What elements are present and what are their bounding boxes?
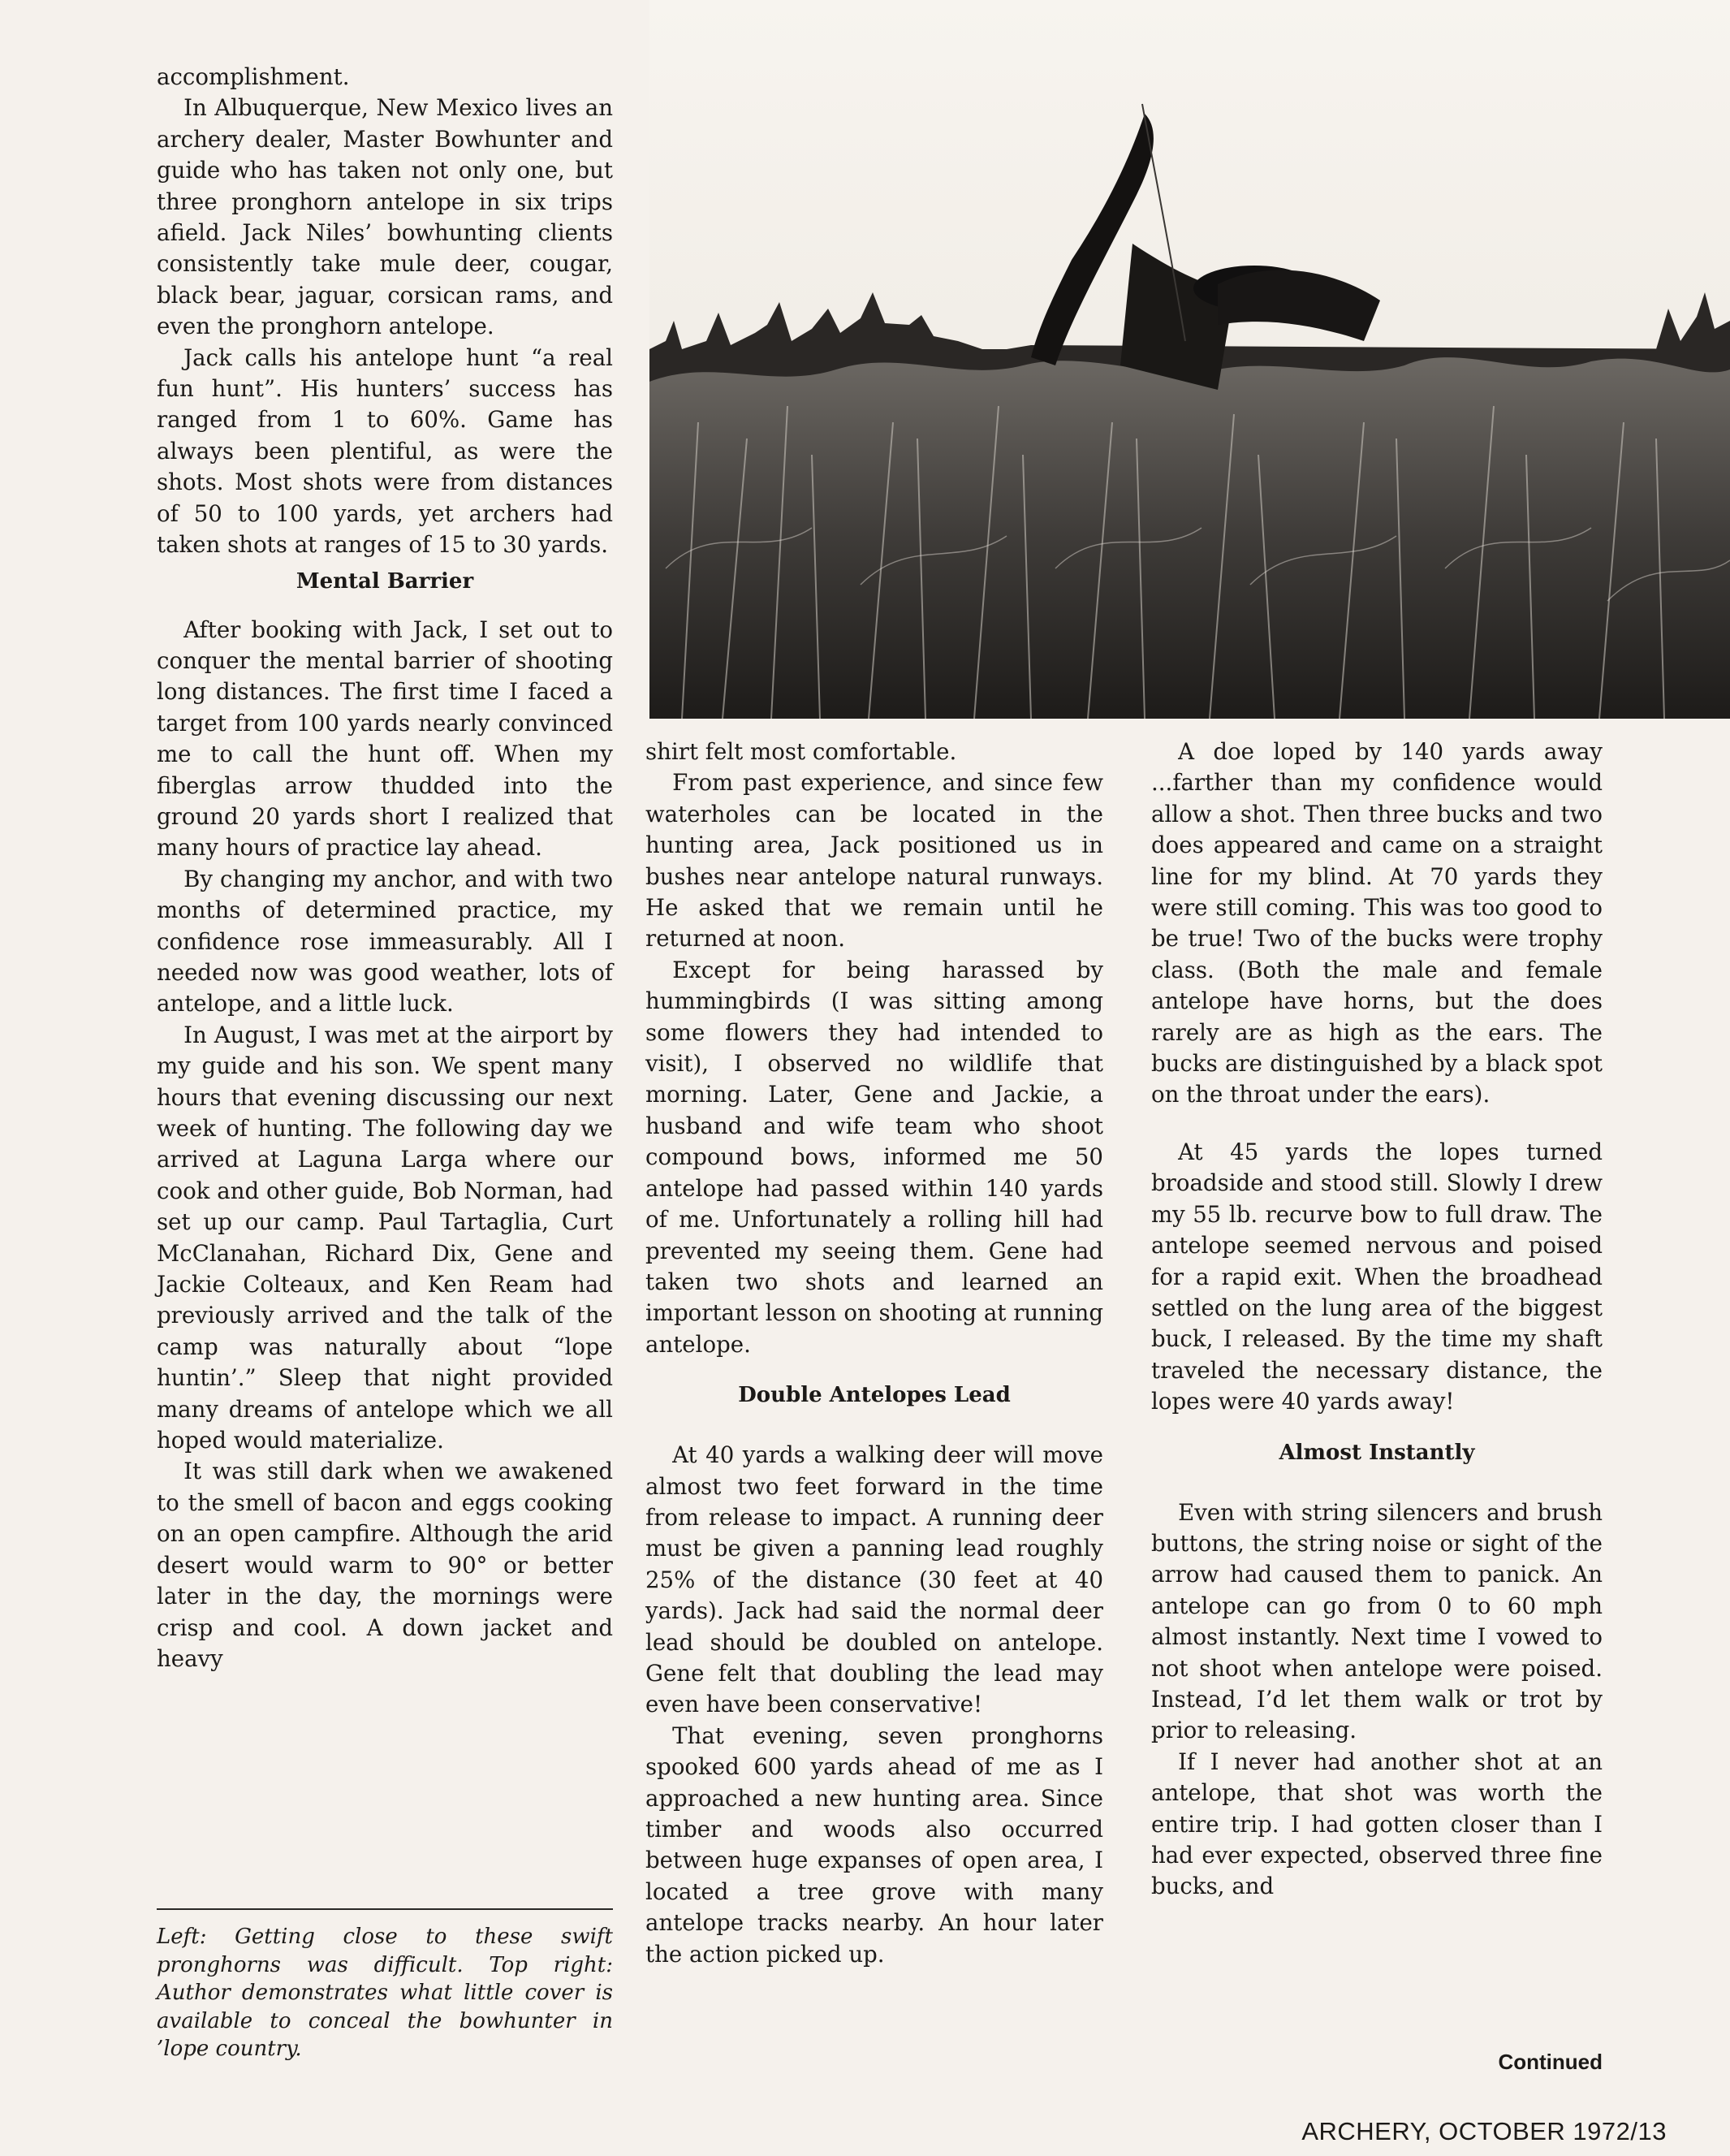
archer-photo (649, 0, 1730, 719)
paragraph: If I never had another shot at an antelope, that shot was worth the entire trip. I had gotten closer than I had ever expected, observed three fine bucks, and (1151, 1748, 1603, 1900)
paragraph: That evening, seven pronghorns spooked 600 yards ahead of me as I approached a new hunting area. Since timber and woods also occurred between huge expanses of open area, I located a tree grove with many antelope tracks nearby. An hour later the action picked up. (645, 1722, 1103, 1968)
paragraph: In Albuquerque, New Mexico lives an archery dealer, Master Bowhunter and guide who has taken not only one, but three pronghorn antelope in six trips afield. Jack Niles’ bowhunting clients consistently take mule deer, cougar, black bear, jaguar, corsican rams, and even the pronghorn antelope. (157, 94, 613, 340)
paragraph: shirt felt most comfortable. (645, 738, 957, 765)
paragraph: Except for being harassed by hummingbirds (I was sitting among some flowers they had intended to visit), I observed no wildlife that morning. Later, Gene and Jackie, a husband and wife team who shoot compound bows, informed me 50 antelope had passed within 140 yards of me. Unfortunately a rolling hill had prevented my seeing them. Gene had taken two shots and learned an important lesson on shooting at running antelope. (645, 956, 1103, 1358)
archer-photo-art (649, 0, 1730, 719)
paragraph: After booking with Jack, I set out to conquer the mental barrier of shooting long distances. The first time I faced a target from 100 yards nearly convinced me to call the hunt off. When my fiberglas arrow thudded into the ground 20 yards short I realized that many hours of practice lay ahead. (157, 616, 613, 862)
column-3 (1151, 737, 1603, 1903)
column-2 (645, 737, 1103, 1970)
paragraph: By changing my anchor, and with two months of determined practice, my confidence rose immeasurably. All I needed now was good weather, lots of antelope, and a little luck. (157, 865, 613, 1018)
paragraph: At 40 yards a walking deer will move almost two feet forward in the time from release to impact. A running deer must be given a panning lead roughly 25% of the distance (30 feet at 40 yards). Jack had said the normal deer lead should be doubled on antelope. Gene felt that doubling the lead may even have been conservative! (645, 1441, 1103, 1718)
subheading-almost-instantly: Almost Instantly (1279, 1440, 1475, 1465)
paragraph: In August, I was met at the airport by my guide and his son. We spent many hours that evening discussing our next week of hunting. The following day we arrived at Laguna Larga where our cook and other guide, Bob Norman, had set up our camp. Paul Tartaglia, Curt McClanahan, Richard Dix, Gene and Jackie Colteaux, and Ken Ream had previously arrived and the talk of the camp was naturally about “lope huntin’.” Sleep that night provided many dreams of antelope which we all hoped would materialize. (157, 1021, 613, 1454)
paragraph: A doe loped by 140 yards away ...farther than my confidence would allow a shot. Then three bucks and two does appeared and came on a straight line for my blind. At 70 yards they were still coming. This was too good to be true! Two of the bucks were trophy class. (Both the male and female antelope have horns, but the does rarely are as high as the ears. The bucks are distinguished by a black spot on the throat under the ears). (1151, 738, 1603, 1108)
paragraph: It was still dark when we awakened to the smell of bacon and eggs cooking on an open campfire. Although the arid desert would warm to 90° or better later in the day, the mornings were crisp and cool. A down jacket and heavy (157, 1458, 613, 1672)
paragraph: Even with string silencers and brush buttons, the string noise or sight of the arrow had caused them to panick. An antelope can go from 0 to 60 mph almost instantly. Next time I vowed to not shoot when antelope were poised. Instead, I’d let them walk or trot by prior to releasing. (1151, 1498, 1603, 1744)
subheading-mental-barrier: Mental Barrier (296, 568, 474, 594)
paragraph: From past experience, and since few waterholes can be located in the hunting area, Jack positioned us in bushes near antelope natural runways. He asked that we remain until he returned at noon. (645, 769, 1103, 953)
column-1 (157, 62, 613, 1674)
paragraph: At 45 yards the lopes turned broadside and stood still. Slowly I drew my 55 lb. recurve bow to full draw. The antelope seemed nervous and poised for a rapid exit. When the broadhead settled on the lung area of the biggest buck, I released. By the time my shaft traveled the necessary distance, the lopes were 40 yards away! (1151, 1138, 1603, 1415)
paragraph: Jack calls his antelope hunt “a real fun hunt”. His hunters’ success has ranged from 1 to 60%. Game has always been plentiful, as were the shots. Most shots were from distances of 50 to 100 yards, yet archers had taken shots at ranges of 15 to 30 yards. (157, 343, 613, 559)
photo-caption: Left: Getting close to these swift pronghorns was difficult. Top right: Author demonstrates what little cover is available to conceal the bowhunter in ’lope country. (157, 1925, 613, 2061)
subheading-double-antelopes-lead: Double Antelopes Lead (738, 1383, 1011, 1408)
paragraph: accomplishment. (157, 63, 350, 90)
continued-label: Continued (1498, 2050, 1603, 2074)
caption-rule (157, 1908, 613, 1910)
page-folio: ARCHERY, OCTOBER 1972/13 (1301, 2117, 1667, 2145)
